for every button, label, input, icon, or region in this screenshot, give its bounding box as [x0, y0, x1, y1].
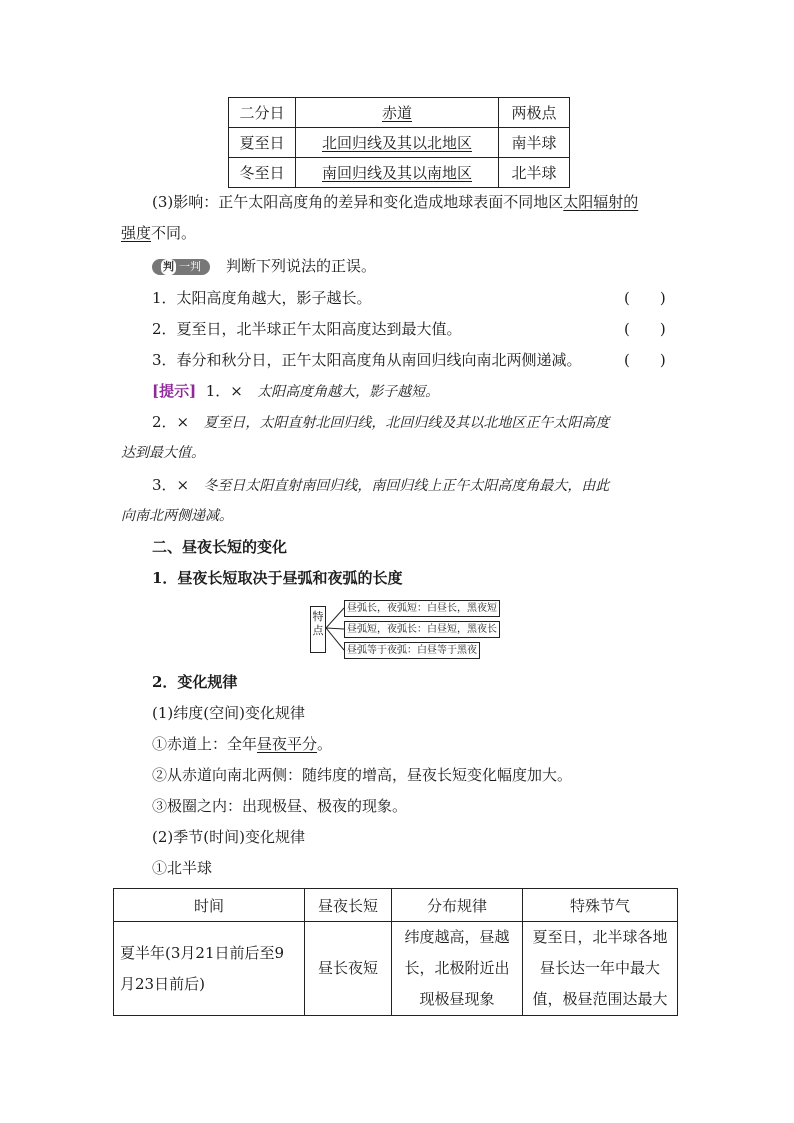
table-header-row [114, 889, 678, 922]
table-row [229, 128, 570, 158]
influence-text: (3)影响：正午太阳高度角的差异和变化造成地球表面不同地区 [152, 193, 564, 211]
underlined-text: 北回归线及其以北地区 [321, 134, 472, 152]
table-cell: 南半球 [499, 128, 570, 158]
influence-underline: 太阳辐射的 [563, 193, 639, 211]
latitude-rule-2: ②从赤道向南北两侧：随纬度的增高，昼夜长短变化幅度加大。 [152, 766, 573, 784]
answer-paren-3[interactable]: ( ) [624, 351, 666, 369]
diagram-item: 昼弧短，夜弧长：白昼短，黑夜长 [344, 621, 500, 638]
influence-line-1 [152, 191, 638, 213]
latitude-title: (1)纬度(空间)变化规律 [152, 704, 305, 722]
rule-text: 。 [317, 735, 333, 753]
judge-instruction: 判断下列说法的正误。 [226, 257, 377, 275]
underlined-text: 赤道 [381, 104, 412, 122]
table-row [229, 158, 570, 188]
table-cell-distribution [392, 922, 523, 1016]
day-night-diagram [310, 600, 515, 662]
hint-2-line-1 [152, 411, 609, 434]
table-header: 分布规律 [392, 889, 523, 922]
season-title: (2)季节(时间)变化规律 [152, 828, 305, 846]
diagram-item: 昼弧长，夜弧短：白昼长，黑夜短 [344, 600, 500, 617]
influence-text: 不同。 [151, 224, 197, 242]
northern-hemisphere-label: ①北半球 [152, 859, 213, 877]
table-cell-special [523, 922, 678, 1016]
hint-number: 3．× [152, 476, 190, 494]
table-row [114, 922, 678, 1016]
cell-line: 月23日前后) [120, 974, 205, 993]
judge-item-1: 1．太阳高度角越大，影子越长。 [152, 289, 372, 307]
hint-text: 夏至日，太阳直射北回归线，北回归线及其以北地区正午太阳高度 [203, 415, 610, 431]
diagram-item: 昼弧等于夜弧：白昼等于黑夜 [344, 642, 480, 659]
hint-2-line-2: 达到最大值。 [121, 445, 205, 461]
underlined-text: 南回归线及其以南地区 [321, 164, 472, 182]
table-cell: 夏至日 [229, 128, 296, 158]
judge-badge [152, 259, 210, 275]
cell-line: 夏半年(3月21日前后至9 [120, 943, 285, 962]
table-cell [296, 98, 499, 128]
diagram-label: 特点 [312, 610, 324, 637]
answer-paren-2[interactable]: ( ) [624, 320, 666, 338]
subsection-title: 1．昼夜长短取决于昼弧和夜弧的长度 [152, 569, 403, 587]
table-cell: 北半球 [499, 158, 570, 188]
latitude-rule-3: ③极圈之内：出现极昼、极夜的现象。 [152, 797, 408, 815]
season-table [113, 888, 678, 1016]
section-title: 二、昼夜长短的变化 [152, 538, 288, 556]
diagram-bracket [326, 600, 346, 662]
answer-paren-1[interactable]: ( ) [624, 289, 666, 307]
judge-item-3: 3．春分和秋分日，正午太阳高度角从南回归线向南北两侧递减。 [152, 351, 582, 369]
table-cell: 两极点 [499, 98, 570, 128]
solar-table [228, 97, 570, 188]
table-cell [296, 158, 499, 188]
cell-line: 纬度越高，昼越 [404, 928, 510, 946]
badge-left: 判 [163, 260, 174, 273]
table-cell-time [114, 922, 305, 1016]
hint-1 [152, 380, 439, 403]
diagram-label-box [310, 606, 326, 653]
table-cell [296, 128, 499, 158]
latitude-rule-1 [152, 733, 332, 755]
hint-text: 冬至日太阳直射南回归线，南回归线上正午太阳高度角最大，由此 [203, 478, 610, 494]
badge-right: 一判 [179, 260, 201, 273]
hint-3-line-2: 向南北两侧递减。 [121, 508, 233, 524]
rule-underline: 昼夜平分 [257, 735, 318, 753]
table-cell: 冬至日 [229, 158, 296, 188]
table-header: 特殊节气 [523, 889, 678, 922]
influence-underline: 强度 [121, 224, 152, 242]
influence-line-2 [121, 222, 196, 244]
rule-text: ①赤道上：全年 [152, 735, 258, 753]
table-cell: 二分日 [229, 98, 296, 128]
table-cell-length: 昼长夜短 [305, 922, 392, 1016]
subsection-title: 2．变化规律 [152, 673, 238, 691]
hint-number: 2．× [152, 413, 190, 431]
table-header: 时间 [114, 889, 305, 922]
table-header: 昼夜长短 [305, 889, 392, 922]
hint-number: 1．× [205, 382, 243, 400]
cell-line: 昼长达一年中最大 [539, 959, 660, 977]
hint-text: 太阳高度角越大，影子越短。 [257, 384, 440, 400]
cell-line: 夏至日，北半球各地 [532, 928, 668, 946]
cell-line: 现极昼现象 [419, 990, 495, 1008]
judge-item-2: 2．夏至日，北半球正午太阳高度达到最大值。 [152, 320, 462, 338]
table-row [229, 98, 570, 128]
cell-line: 值，极昼范围达最大 [532, 990, 668, 1008]
hint-3-line-1 [152, 474, 609, 497]
hint-label: [提示] [152, 382, 197, 400]
cell-line: 长，北极附近出 [404, 959, 510, 977]
